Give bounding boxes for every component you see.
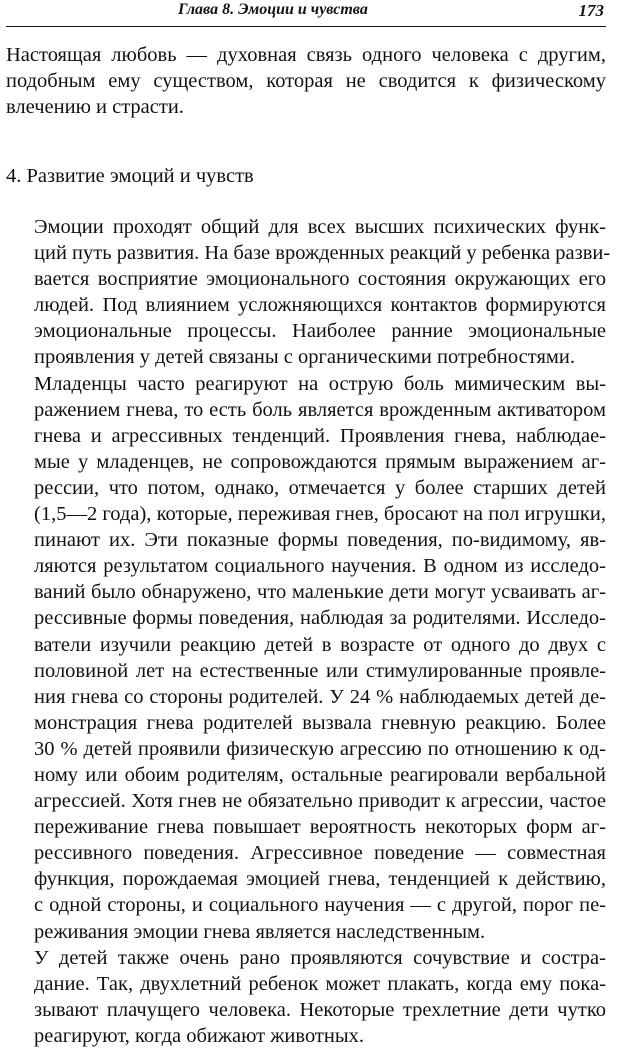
text-line: мые у младенцев, не сопровождаются прямым выражением аг- bbox=[34, 450, 606, 473]
paragraph bbox=[6, 214, 611, 371]
paragraph bbox=[6, 371, 606, 945]
lead-paragraph bbox=[6, 42, 606, 120]
text-line: гнева и агрессивных тенденций. Проявления гнева, наблюдае- bbox=[34, 424, 606, 447]
text-line: половиной лет на естественные или стимулированные проявле- bbox=[34, 659, 606, 682]
text-line: вается восприятие эмоционального состояния окружающих его bbox=[34, 268, 606, 291]
text-line: У детей также очень рано проявляются сочувствие и состра- bbox=[34, 946, 606, 969]
text-line: ния гнева со стороны родителей. У 24 % наблюдаемых детей де- bbox=[34, 685, 606, 708]
text-line: с одной стороны, и социального научения — с другой, порог пе- bbox=[34, 894, 606, 917]
text-line: (1,5—2 года), которые, переживая гнев, бросают на пол игрушки, bbox=[34, 503, 606, 526]
text-line: реагируют, когда обижают животных. bbox=[34, 1024, 365, 1047]
section-heading: 4. Развитие эмоций и чувств bbox=[6, 165, 254, 187]
text-line: пинают их. Эти показные формы поведения, по-видимому, яв- bbox=[34, 529, 606, 552]
text-line: подобным ему существом, которая не сводится к физическому bbox=[6, 70, 606, 93]
text-line: зывают плачущего человека. Некоторые трехлетние дети чутко bbox=[34, 998, 606, 1021]
chapter-title: Глава 8. Эмоции и чувства bbox=[178, 1, 368, 18]
text-line: Эмоции проходят общий для всех высших психических функ- bbox=[34, 216, 606, 238]
paragraph bbox=[6, 945, 606, 1049]
text-line: ному или обоим родителям, остальные реагировали вербальной bbox=[34, 763, 606, 786]
text-line: реживания эмоции гнева является наследственным. bbox=[34, 920, 486, 943]
text-line: рессии, что потом, однако, отмечается у более старших детей bbox=[34, 476, 606, 499]
header-rule bbox=[6, 26, 606, 27]
text-line: агрессией. Хотя гнев не обязательно приводит к агрессии, частое bbox=[34, 790, 606, 813]
text-line: эмоциональные процессы. Наиболее ранние эмоциональные bbox=[34, 320, 606, 343]
body-text bbox=[6, 214, 611, 1049]
text-line: ляются результатом социального научения. В одном из исследо- bbox=[34, 555, 606, 578]
text-line: переживание гнева повышает вероятность некоторых форм аг- bbox=[34, 816, 606, 839]
text-line: ваний было обнаружено, что маленькие дети могут усваивать аг- bbox=[34, 581, 606, 604]
text-line: дание. Так, двухлетний ребенок может плакать, когда ему пока- bbox=[34, 972, 606, 995]
running-head bbox=[6, 0, 606, 24]
text-line: влечению и страсти. bbox=[6, 96, 184, 119]
page-number: 173 bbox=[578, 1, 604, 20]
text-line: ватели изучили реакцию детей в возрасте от одного до двух с bbox=[34, 633, 606, 656]
text-line: Младенцы часто реагируют на острую боль мимическим вы- bbox=[34, 372, 606, 395]
text-line: Настоящая любовь — духовная связь одного человека с другим, bbox=[6, 44, 606, 66]
text-line: функция, порождаемая эмоцией гнева, тенденцией к действию, bbox=[34, 868, 606, 891]
text-line: людей. Под влиянием усложняющихся контактов формируются bbox=[34, 294, 606, 317]
text-line: проявления у детей связаны с органическими потребностями. bbox=[34, 346, 575, 369]
text-line: ций путь развития. На базе врожденных реакций у ребенка разви- bbox=[34, 242, 611, 265]
text-line: ражением гнева, то есть боль является врожденным активатором bbox=[34, 398, 606, 421]
text-line: рессивного поведения. Агрессивное поведение — совместная bbox=[34, 842, 606, 865]
text-line: рессивные формы поведения, наблюдая за родителями. Исследо- bbox=[34, 607, 606, 630]
text-line: 30 % детей проявили физическую агрессию по отношению к од- bbox=[34, 737, 606, 760]
text-line: монстрация гнева родителей вызвала гневную реакцию. Более bbox=[34, 711, 606, 734]
